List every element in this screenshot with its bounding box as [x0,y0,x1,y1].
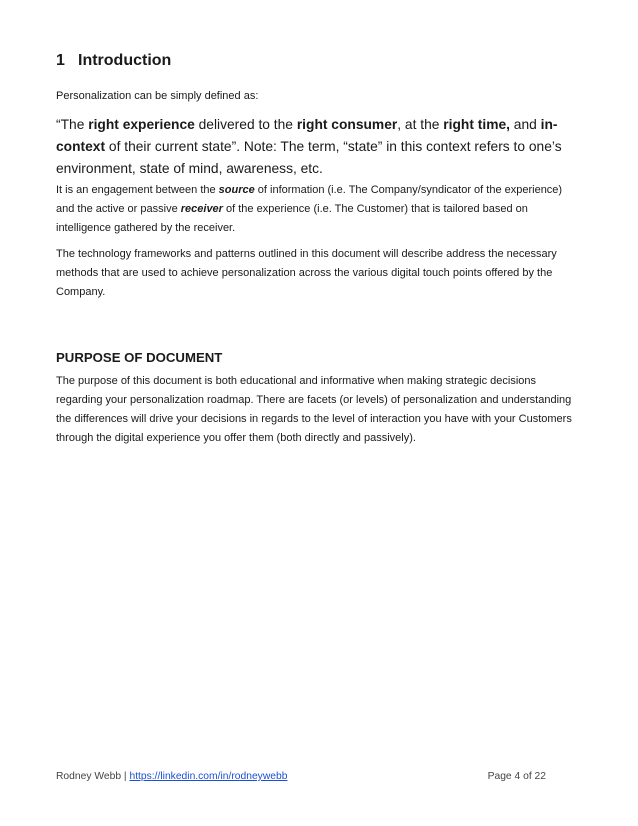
footer-author: Rodney Webb | [56,771,130,782]
page-number: Page 4 of 22 [487,771,546,782]
section-number: 1 [56,52,65,69]
section-title: Introduction [78,52,172,69]
section-heading [56,52,171,70]
emphasis-right-consumer: right consumer [296,117,398,132]
purpose-paragraph: The purpose of this document is both educational and informative when making strategic decisions regarding your personalization roadmap. There are facets (or levels) of personalization and understanding the differences will drive your decisions in regards to the level of interaction you have with your Customers through the digital experience you offer them (both directly and passively). [56,375,572,444]
frameworks-paragraph: The technology frameworks and patterns outlined in this document will describe address the necessary methods that are used to achieve personalization across the various digital touch points offered by the Company. [56,248,557,298]
purpose-heading: PURPOSE OF DOCUMENT [56,350,223,365]
definition-line: Personalization can be simply defined as: [56,90,259,102]
emphasis-in-context: in-context [56,117,558,154]
emphasis-right-time: right time, [443,117,510,132]
linkedin-link[interactable]: https://linkedin.com/in/rodneywebb [129,771,288,782]
engagement-paragraph: It is an engagement between the source of information (i.e. The Company/syndicator of the experience) and the active or passive receiver of the experience (i.e. The Customer) that is tailored based on intelligence gathered by the receiver. [56,184,563,234]
page-footer [56,769,546,785]
term-receiver: receiver [180,203,223,215]
definition-quote: “The right experience delivered to the right consumer, at the right time, and in-context of their current state”. Note: The term, “state” in this context refers to one’s environment, state of mind, awareness, etc. [56,117,562,176]
emphasis-right-experience: right experience [88,117,195,132]
term-source: source [218,184,255,196]
